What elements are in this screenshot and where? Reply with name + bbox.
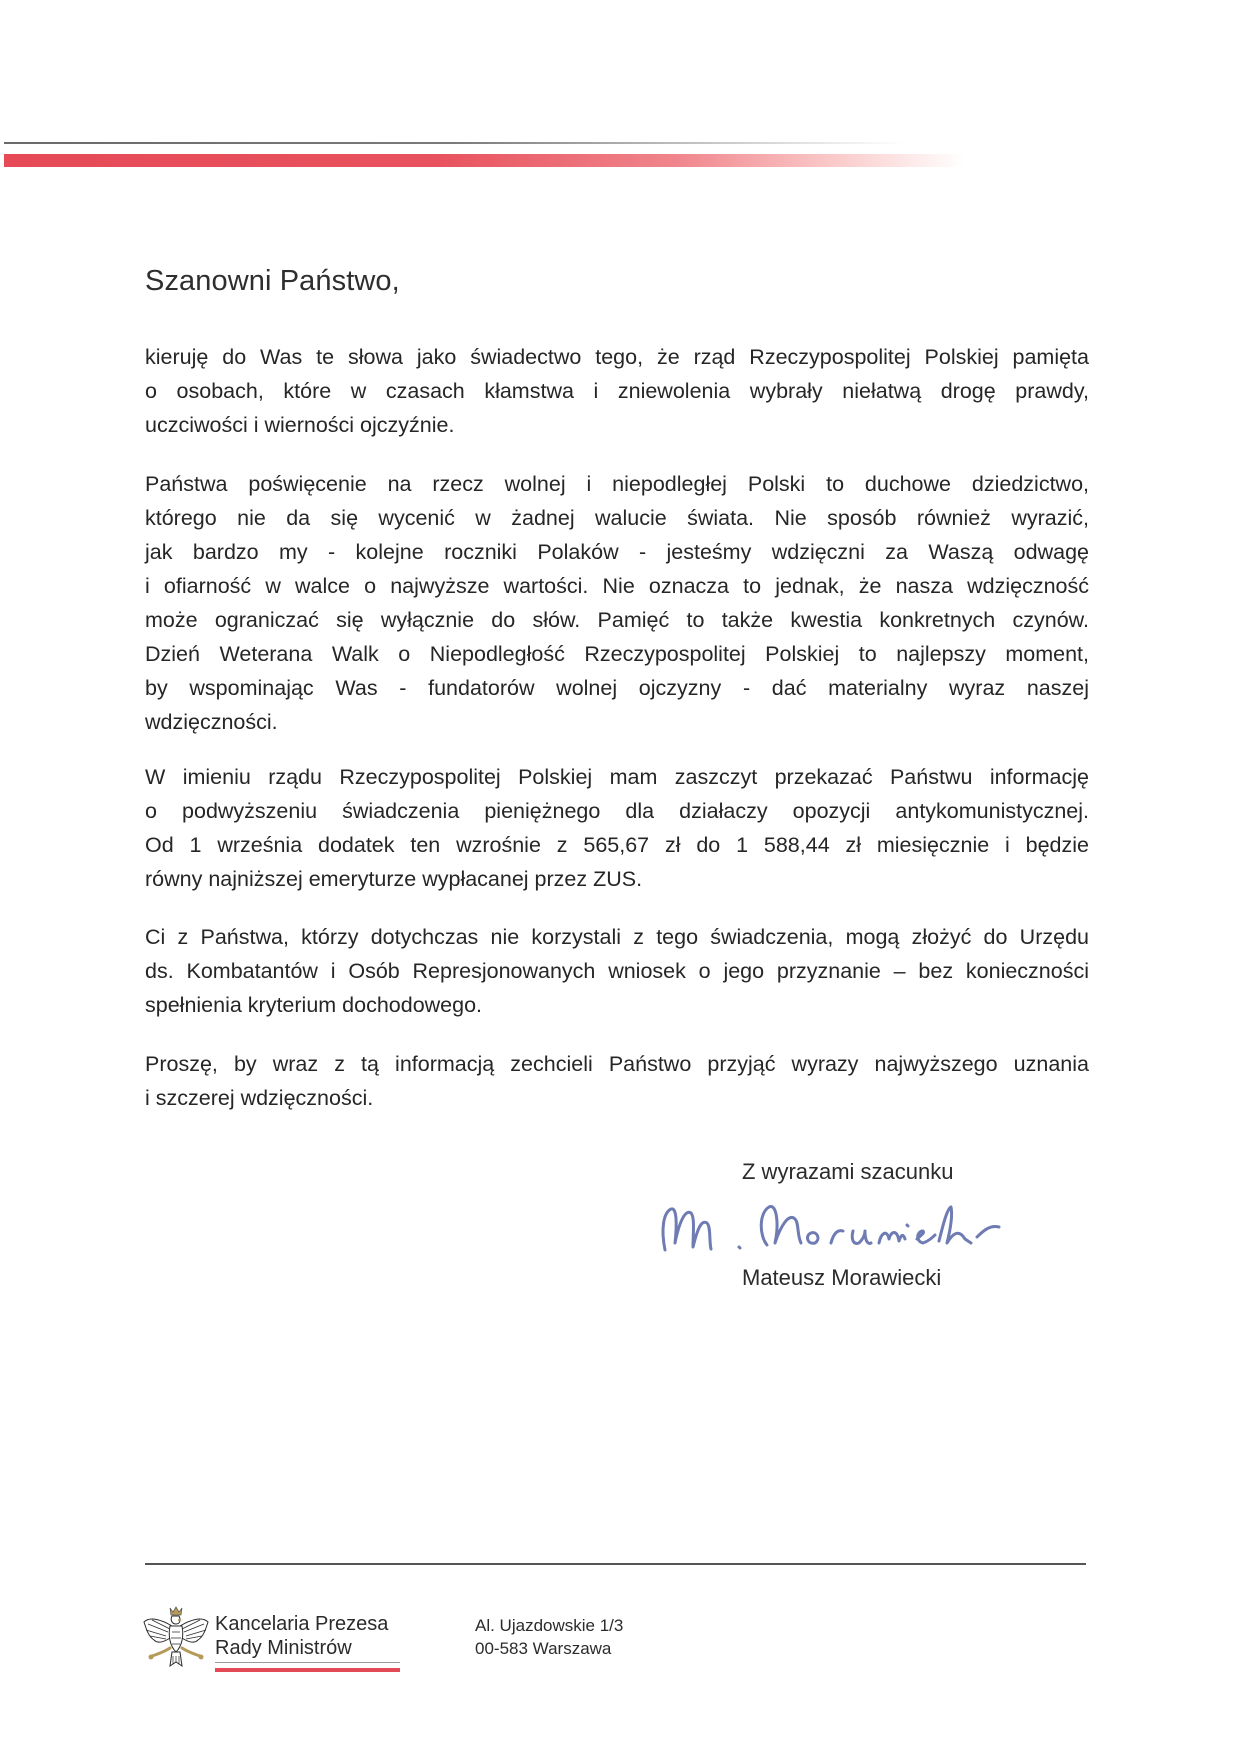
paragraph-line: jak bardzo my - kolejne roczniki Polaków - jesteśmy wdzięczni za Waszą odwagę <box>145 540 1089 564</box>
paragraph-line: kieruję do Was te słowa jako świadectwo tego, że rząd Rzeczypospolitej Polskiej pamięta <box>145 345 1089 369</box>
closing-phrase: Z wyrazami szacunku <box>742 1159 954 1184</box>
paragraph-line: i szczerej wdzięczności. <box>145 1086 374 1110</box>
handwritten-signature <box>655 1195 1055 1265</box>
header-red-band <box>4 154 964 167</box>
header-grey-rule <box>4 142 904 144</box>
paragraph-2 <box>145 467 1089 739</box>
footer-address-line1: Al. Ujazdowskie 1/3 <box>475 1616 624 1635</box>
footer-org-line2: Rady Ministrów <box>215 1637 352 1659</box>
paragraph-line: równy najniższej emeryturze wypłacanej przez ZUS. <box>145 867 643 891</box>
paragraph-line: uczciwości i wierności ojczyźnie. <box>145 413 455 437</box>
paragraph-3 <box>145 760 1089 896</box>
paragraph-4 <box>145 920 1089 1022</box>
paragraph-line: o osobach, które w czasach kłamstwa i zniewolenia wybrały niełatwą drogę prawdy, <box>145 379 1089 403</box>
signer-name: Mateusz Morawiecki <box>742 1265 942 1290</box>
paragraph-line: Proszę, by wraz z tą informacją zechcieli Państwo przyjąć wyrazy najwyższego uznania <box>145 1052 1089 1076</box>
paragraph-line: Państwa poświęcenie na rzecz wolnej i niepodległej Polski to duchowe dziedzictwo, <box>145 472 1089 496</box>
paragraph-line: spełnienia kryterium dochodowego. <box>145 993 483 1017</box>
paragraph-line: by wspominając Was - fundatorów wolnej ojczyzny - dać materialny wyraz naszej <box>145 676 1089 700</box>
paragraph-line: może ograniczać się wyłącznie do słów. Pamięć to także kwestia konkretnych czynów. <box>145 608 1089 632</box>
paragraph-line: Dzień Weterana Walk o Niepodległość Rzeczypospolitej Polskiej to najlepszy moment, <box>145 642 1089 666</box>
paragraph-line: ds. Kombatantów i Osób Represjonowanych wniosek o jego przyznanie – bez konieczności <box>145 959 1089 983</box>
footer-organization <box>215 1612 388 1660</box>
paragraph-line: Od 1 września dodatek ten wzrośnie z 565,67 zł do 1 588,44 zł miesięcznie i będzie <box>145 833 1089 857</box>
paragraph-1 <box>145 340 1089 442</box>
footer-address-line2: 00-583 Warszawa <box>475 1639 612 1658</box>
footer-org-line1: Kancelaria Prezesa <box>215 1613 389 1635</box>
footer-org-underline-grey <box>215 1662 400 1663</box>
paragraph-line: i ofiarność w walce o najwyższe wartości. Nie oznacza to jednak, że nasza wdzięczność <box>145 574 1089 598</box>
polish-eagle-icon <box>140 1602 212 1674</box>
salutation: Szanowni Państwo, <box>145 265 400 297</box>
paragraph-line: Ci z Państwa, którzy dotychczas nie korzystali z tego świadczenia, mogą złożyć do Urzędu <box>145 925 1089 949</box>
paragraph-line: W imieniu rządu Rzeczypospolitej Polskiej mam zaszczyt przekazać Państwu informację <box>145 765 1089 789</box>
footer-rule <box>145 1563 1086 1565</box>
paragraph-line: o podwyższeniu świadczenia pieniężnego dla działaczy opozycji antykomunistycznej. <box>145 799 1089 823</box>
footer-address <box>475 1614 623 1660</box>
paragraph-5 <box>145 1047 1089 1115</box>
paragraph-line: którego nie da się wycenić w żadnej walucie świata. Nie sposób również wyrazić, <box>145 506 1089 530</box>
paragraph-line: wdzięczności. <box>145 710 278 734</box>
footer-org-underline-red <box>215 1668 400 1672</box>
